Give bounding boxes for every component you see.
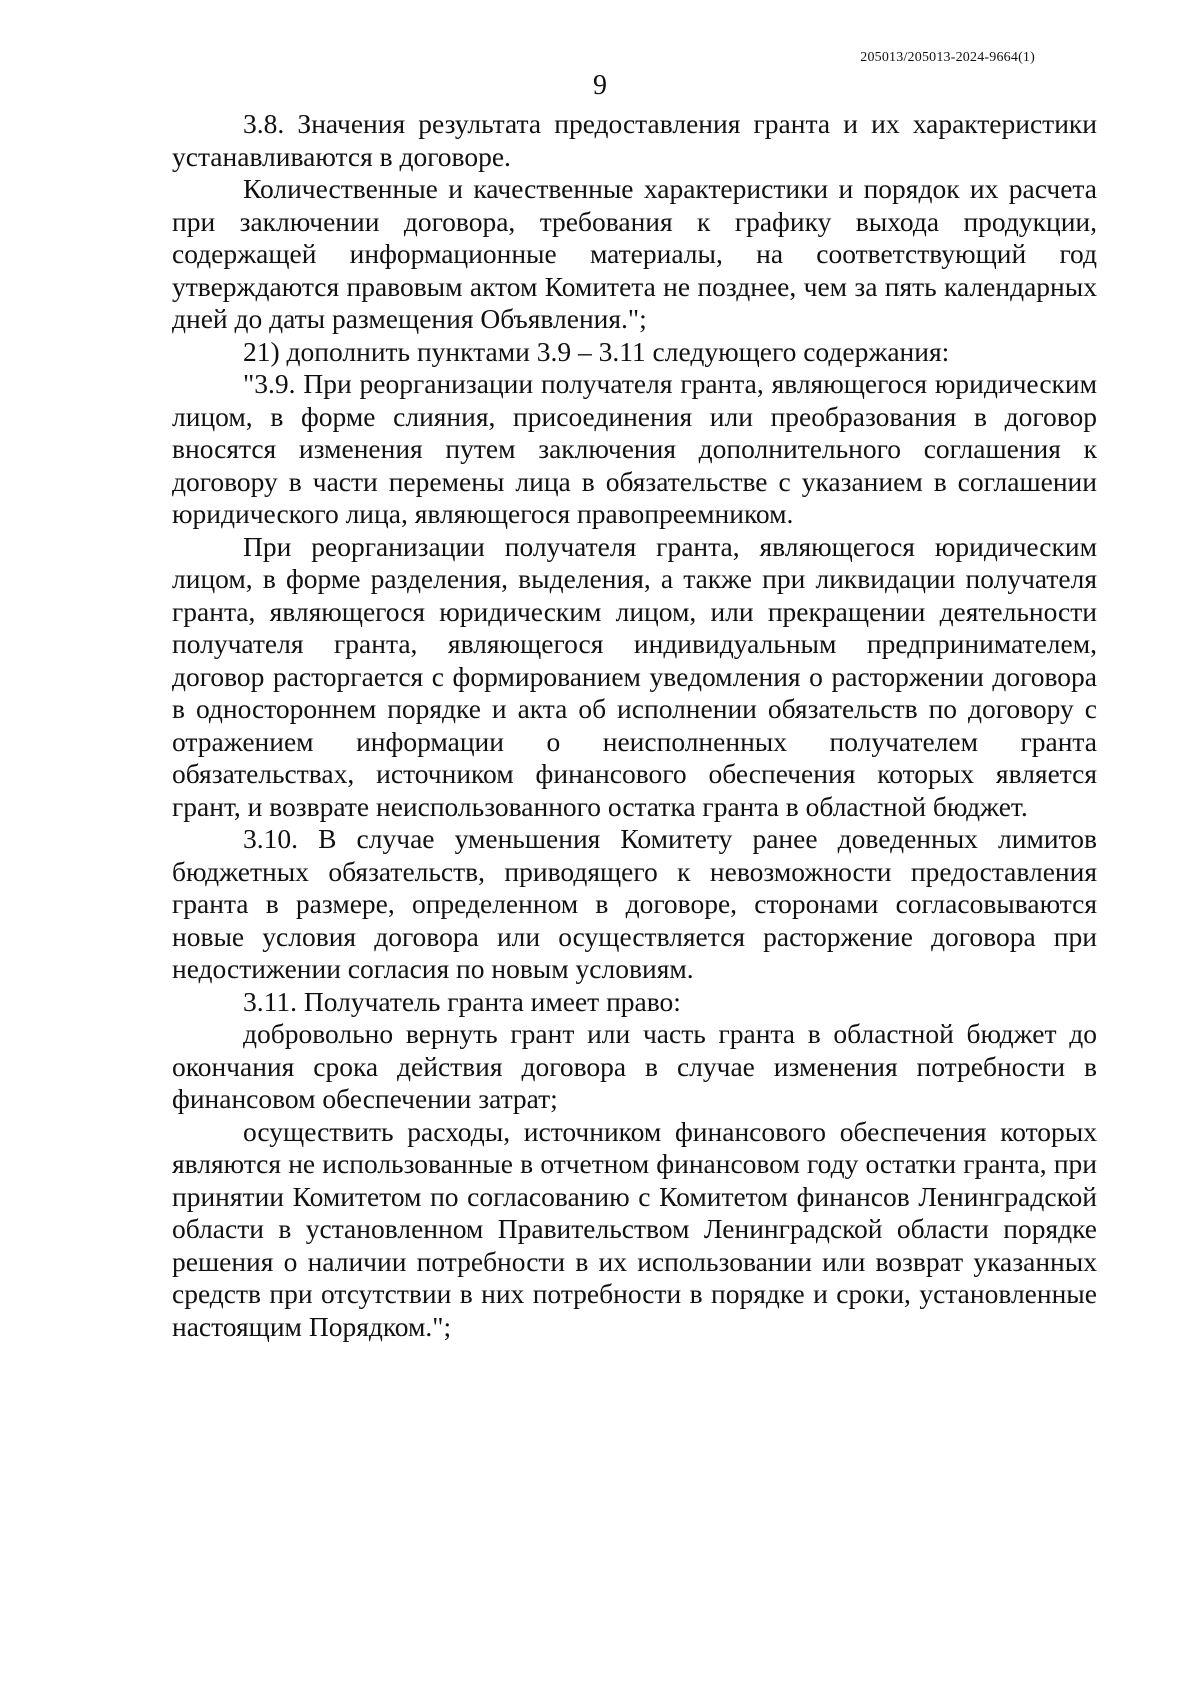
paragraph-expenses: осуществить расходы, источником финансового обеспечения которых являются не использованные в отчетном финансовом году остатки гранта, при принятии Комитетом по согласованию с Комитетом финансов Ленинградской области в установленном Правительством Ленинградской области порядке решения о наличии потребности в их использовании или возврат указанных средств при отсутствии в них потребности в порядке и сроки, установленные настоящим Порядком."; [172, 1115, 1097, 1342]
paragraph-amendment-21: 21) дополнить пунктами 3.9 – 3.11 следующего содержания: [243, 335, 950, 367]
paragraph-voluntary-return: добровольно вернуть грант или часть гранта в областной бюджет до окончания срока действия договора в случае изменения потребности в финансовом обеспечении затрат; [172, 1018, 1097, 1114]
document-body [172, 108, 1097, 1343]
paragraph-3-10: 3.10. В случае уменьшения Комитету ранее доведенных лимитов бюджетных обязательств, приводящего к невозможности предоставления гранта в размере, определенном в договоре, сторонами согласовываются новые условия договора или осуществляется расторжение договора при недостижении согласия по новым условиям. [172, 823, 1097, 984]
paragraph-3-9: "3.9. При реорганизации получателя гранта, являющегося юридическим лицом, в форме слияния, присоединения или преобразования в договор вносятся изменения путем заключения дополнительного соглашения к договору в части перемены лица в обязательстве с указанием в соглашении юридического лица, являющегося правопреемником. [172, 368, 1097, 529]
page-number: 9 [593, 70, 607, 101]
paragraph-3-8: 3.8. Значения результата предоставления гранта и их характеристики устанавливаются в договоре. [172, 108, 1097, 172]
document-id: 205013/205013-2024-9664(1) [860, 50, 1035, 65]
paragraph-3-11: 3.11. Получатель гранта имеет право: [243, 985, 681, 1017]
paragraph-reorganization: При реорганизации получателя гранта, являющегося юридическим лицом, в форме разделения, выделения, а также при ликвидации получателя гранта, являющегося юридическим лицом, или прекращении деятельности получателя гранта, являющегося индивидуальным предпринимателем, договор расторгается с формированием уведомления о расторжении договора в одностороннем порядке и акта об исполнении обязательств по договору с отражением информации о неисполненных получателем гранта обязательствах, источником финансового обеспечения которых является грант, и возврате неиспользованного остатка гранта в областной бюджет. [172, 530, 1097, 822]
paragraph-characteristics: Количественные и качественные характеристики и порядок их расчета при заключении договора, требования к графику выхода продукции, содержащей информационные материалы, на соответствующий год утверждаются правовым актом Комитета не позднее, чем за пять календарных дней до даты размещения Объявления."; [172, 173, 1097, 334]
